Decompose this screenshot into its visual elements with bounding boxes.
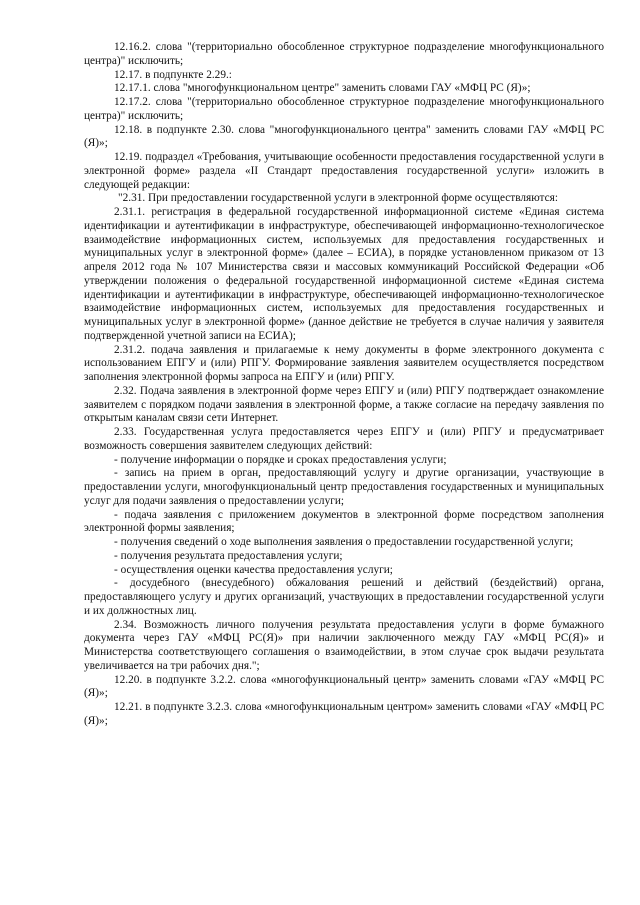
list-item: - запись на прием в орган, предоставляющий услугу и другие организации, участвующие в предоставлении услуги, многофункциональный центр предоставления государственных и муниципальных услуг для подачи заявления о предоставлении услуги; <box>84 467 604 507</box>
paragraph-2-31: "2.31. При предоставлении государственной услуги в электронной форме осуществляются: <box>118 192 558 205</box>
paragraph-12-17-2: 12.17.2. слова "(территориально обособленное структурное подразделение многофункционального центра)" исключить; <box>84 96 604 122</box>
paragraph-12-19: 12.19. подраздел «Требования, учитывающие особенности предоставления государственной услуги в электронной форме» раздела «II Стандарт предоставления государственной услуги» изложить в следующей редакции: <box>84 151 604 191</box>
paragraph-12-17-1: 12.17.1. слова "многофункциональном центре" заменить словами ГАУ «МФЦ РС (Я)»; <box>114 82 531 95</box>
list-item: - осуществления оценки качества предоставления услуги; <box>114 563 393 576</box>
paragraph-12-17: 12.17. в подпункте 2.29.: <box>114 68 232 81</box>
paragraph-2-34: 2.34. Возможность личного получения результата предоставления услуги в форме бумажного документа через ГАУ «МФЦ РС(Я)» при наличии заключенного между ГАУ «МФЦ РС(Я)» и Министерства соответствующего соглашения о взаимодействии, в этом случае срок выдачи результата увеличивается на три рабочих дня."; <box>84 618 604 672</box>
paragraph-12-16-2: 12.16.2. слова "(территориально обособленное структурное подразделение многофункционального центра)" исключить; <box>84 41 604 67</box>
list-item: - получения результата предоставления услуги; <box>114 549 343 562</box>
paragraph-2-31-1: 2.31.1. регистрация в федеральной государственной информационной системе «Единая система идентификации и аутентификации в инфраструктуре, обеспечивающей информационно-технологическое взаимодействие информационных систем, используемых для предоставления государственных и муниципальных услуг в электронной форме» (далее – ЕСИА), в порядке установленном приказом от 13 апреля 2012 года № 107 Министерства связи и массовых коммуникаций Российской Федерации «Об утверждении положения о федеральной государственной информационной системе «Единая система идентификации и аутентификации в инфраструктуре, обеспечивающей информационно-технологическое взаимодействие информационных систем, используемых для предоставления государственных и муниципальных услуг в электронной форме» (данное действие не требуется в случае наличия у заявителя подтвержденной учетной записи на ЕСИА); <box>84 206 604 342</box>
paragraph-2-33: 2.33. Государственная услуга предоставляется через ЕПГУ и (или) РПГУ и предусматривает возможность совершения заявителем следующих действий: <box>84 426 604 452</box>
paragraph-12-21: 12.21. в подпункте 3.2.3. слова «многофункциональным центром» заменить словами «ГАУ «МФЦ РС (Я)»; <box>84 701 604 727</box>
paragraph-12-20: 12.20. в подпункте 3.2.2. слова «многофункциональный центр» заменить словами «ГАУ «МФЦ РС (Я)»; <box>84 673 604 700</box>
list-item: - подача заявления с приложением документов в электронной форме посредством заполнения электронной формы заявления; <box>84 508 604 535</box>
document-body <box>84 41 604 729</box>
paragraph-2-31-2: 2.31.2. подача заявления и прилагаемые к нему документы в форме электронного документа с использованием ЕПГУ и (или) РПГУ. Формирование заявления заявителем осуществляется посредством заполнения электронной формы запроса на ЕПГУ и (или) РПГУ. <box>84 343 604 383</box>
list-item: - получения сведений о ходе выполнения заявления о предоставлении государственной услуги; <box>114 536 574 548</box>
list-item: - получение информации о порядке и сроках предоставления услуги; <box>114 453 447 466</box>
list-item: - досудебного (внесудебного) обжалования решений и действий (бездействий) органа, предоставляющего услугу и других организаций, участвующих в предоставлении государственной услуги и их должностных лиц. <box>84 577 604 617</box>
paragraph-12-18: 12.18. в подпункте 2.30. слова "многофункционального центра" заменить словами ГАУ «МФЦ РС (Я)»; <box>84 123 604 150</box>
paragraph-2-32: 2.32. Подача заявления в электронной форме через ЕПГУ и (или) РПГУ подтверждает ознакомление заявителем с порядком подачи заявления в электронной форме, а также согласие на передачу заявления по открытым каналам связи сети Интернет. <box>84 384 604 425</box>
